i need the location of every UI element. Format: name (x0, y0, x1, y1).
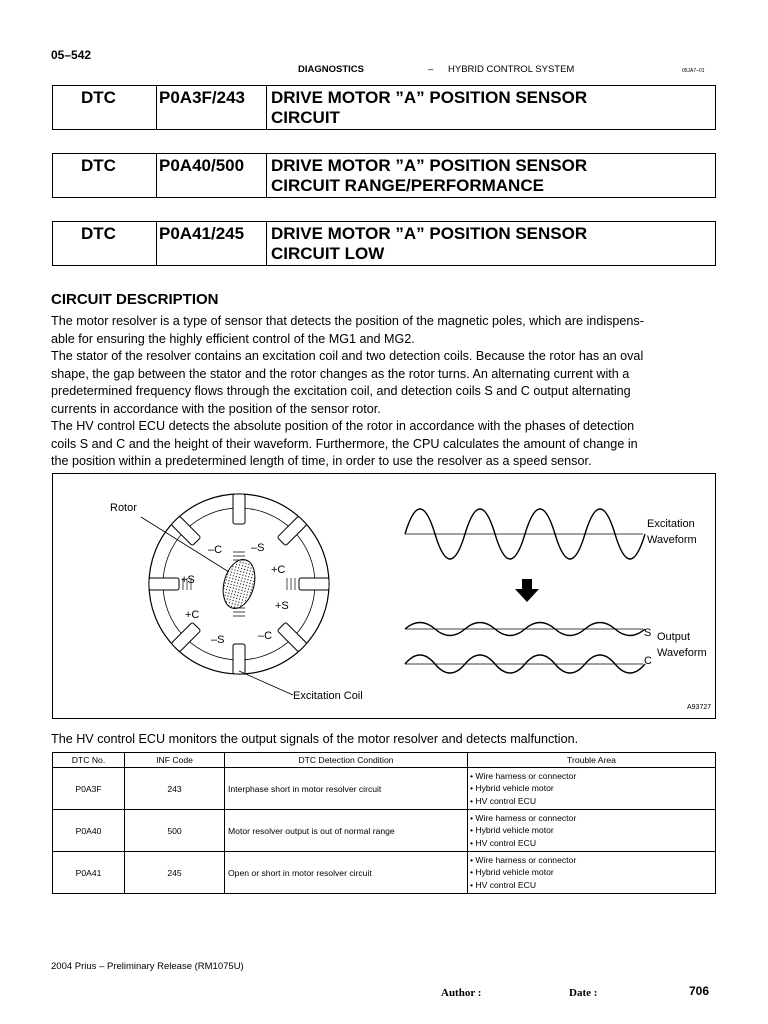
rotor-label: Rotor (110, 502, 137, 514)
figure-id: A93727 (687, 704, 712, 711)
doc-code: 05JA7–01 (682, 68, 705, 74)
excitation-waveform-label: Waveform (647, 534, 697, 546)
dtc-label: DTC (53, 222, 157, 265)
trouble-area-item: • Hybrid vehicle motor (470, 783, 554, 794)
dtc-no: P0A41 (53, 852, 125, 894)
paragraph-line: currents in accordance with the position of the sensor rotor. (51, 401, 381, 416)
inf-code: 500 (125, 810, 225, 852)
trouble-area (468, 810, 716, 852)
col-detection-condition: DTC Detection Condition (225, 753, 468, 768)
table-row (53, 810, 716, 852)
coil-label: +C (185, 609, 200, 621)
system-name: HYBRID CONTROL SYSTEM (448, 64, 575, 75)
page-number: 05–542 (51, 48, 92, 62)
resolver-figure (52, 473, 716, 719)
dtc-code: P0A40/500 (157, 154, 267, 197)
paragraph-line: The HV control ECU detects the absolute position of the rotor in accordance with the phases of detection (51, 419, 635, 433)
circuit-description-heading: CIRCUIT DESCRIPTION (51, 291, 219, 308)
trouble-area-item: • HV control ECU (470, 837, 537, 848)
dtc-label: DTC (53, 86, 157, 129)
monitor-text: The HV control ECU monitors the output signals of the motor resolver and detects malfunction. (51, 732, 579, 746)
trouble-area (468, 768, 716, 810)
coil-label: –C (208, 544, 223, 556)
col-inf-code: INF Code (125, 753, 225, 768)
trouble-area-item: • Wire harness or connector (470, 812, 577, 823)
dtc-no: P0A3F (53, 768, 125, 810)
trouble-area-item: • Hybrid vehicle motor (470, 867, 554, 878)
footer-page-number: 706 (689, 984, 710, 998)
resolver-diagram (53, 474, 717, 720)
dtc-title: DRIVE MOTOR ”A” POSITION SENSOR CIRCUIT (271, 88, 588, 127)
down-arrow-icon (515, 579, 539, 602)
dtc-title-box-2 (52, 153, 716, 198)
header-separator: – (428, 64, 434, 75)
output-waveform-label: Output (657, 631, 691, 643)
paragraph-line: able for ensuring the highly efficient control of the MG1 and MG2. (51, 331, 415, 346)
inf-code: 245 (125, 852, 225, 894)
paragraph-line: The stator of the resolver contains an excitation coil and two detection coils. Because the rotor has an oval (51, 349, 644, 363)
excitation-waveform-label: Excitation (647, 518, 695, 530)
rotor (218, 556, 260, 612)
section-name: DIAGNOSTICS (298, 64, 364, 75)
date-label: Date : (569, 987, 598, 999)
dtc-title: DRIVE MOTOR ”A” POSITION SENSOR CIRCUIT RANGE/PERFORMANCE (271, 156, 588, 195)
paragraph-line: predetermined frequency flows through the excitation coil, and detection coils S and C output alternating (51, 384, 631, 398)
col-dtc-no: DTC No. (53, 753, 125, 768)
dtc-code: P0A3F/243 (157, 86, 267, 129)
table-row (53, 768, 716, 810)
circuit-description-body (51, 313, 719, 471)
trouble-area-item: • HV control ECU (470, 879, 537, 890)
s-signal-label: S (644, 627, 652, 639)
dtc-title: DRIVE MOTOR ”A” POSITION SENSOR CIRCUIT LOW (271, 224, 588, 263)
trouble-area-item: • Wire harness or connector (470, 770, 577, 781)
trouble-area (468, 852, 716, 894)
excitation-coil-label: Excitation Coil (293, 690, 363, 702)
coil-label: +S (181, 574, 195, 586)
paragraph-line: coils S and C and the height of their waveform. Furthermore, the CPU calculates the amount of change in (51, 436, 638, 451)
coil-label: –C (258, 630, 273, 642)
table-header-row (53, 753, 716, 768)
trouble-area-item: • Hybrid vehicle motor (470, 825, 554, 836)
dtc-table (52, 752, 716, 894)
dtc-title-box-1 (52, 85, 716, 130)
author-label: Author : (441, 987, 482, 999)
detection-condition: Open or short in motor resolver circuit (225, 852, 468, 894)
paragraph-line: The motor resolver is a type of sensor that detects the position of the magnetic poles, which are indispens- (51, 314, 644, 328)
coil-label: +C (271, 564, 286, 576)
trouble-area-item: • HV control ECU (470, 795, 537, 806)
coil-label: –S (251, 542, 265, 554)
dtc-label: DTC (53, 154, 157, 197)
table-row (53, 852, 716, 894)
paragraph-line: shape, the gap between the stator and the rotor changes as the rotor turns. An alternating current with a (51, 366, 630, 381)
release-note: 2004 Prius – Preliminary Release (RM1075U) (51, 961, 244, 972)
dtc-title-box-3 (52, 221, 716, 266)
coil-label: –S (211, 634, 225, 646)
dtc-no: P0A40 (53, 810, 125, 852)
detection-condition: Interphase short in motor resolver circuit (225, 768, 468, 810)
dtc-code: P0A41/245 (157, 222, 267, 265)
trouble-area-item: • Wire harness or connector (470, 854, 577, 865)
inf-code: 243 (125, 768, 225, 810)
paragraph-line: the position within a predetermined length of time, in order to use the resolver as a speed sensor. (51, 454, 592, 468)
c-signal-label: C (644, 655, 652, 667)
coil-label: +S (275, 600, 289, 612)
detection-condition: Motor resolver output is out of normal range (225, 810, 468, 852)
col-trouble-area: Trouble Area (468, 753, 716, 768)
output-waveform-label: Waveform (657, 647, 707, 659)
